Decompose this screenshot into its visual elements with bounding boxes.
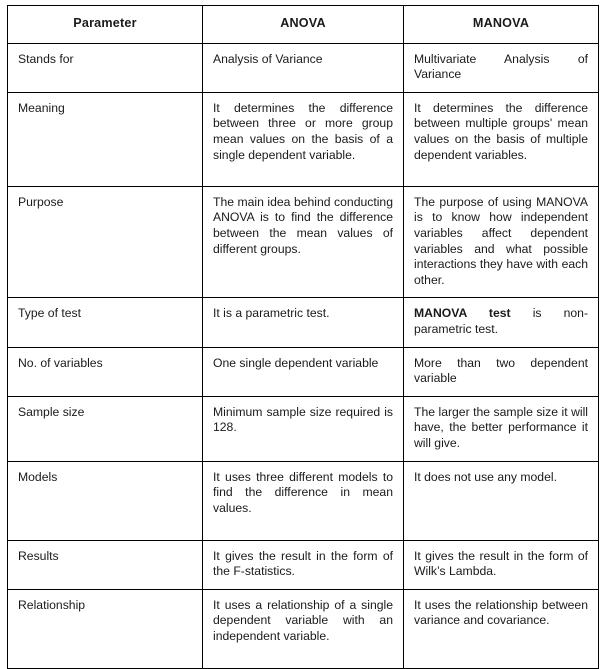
table-row [8,92,599,186]
cell-anova: It determines the difference between three or more group mean values on the basis of a single dependent variable. [203,92,404,186]
cell-parameter: Meaning [8,92,203,186]
table-row [8,347,599,396]
column-header-parameter: Parameter [8,6,203,44]
table-row [8,186,599,298]
cell-anova: It is a parametric test. [203,298,404,347]
cell-parameter: Stands for [8,43,203,92]
cell-manova: It does not use any model. [404,461,599,540]
cell-anova: One single dependent variable [203,347,404,396]
cell-manova: It determines the difference between multiple groups' mean values on the basis of multiple dependent variables. [404,92,599,186]
cell-anova: Analysis of Variance [203,43,404,92]
cell-parameter: Purpose [8,186,203,298]
cell-anova: It gives the result in the form of the F-statistics. [203,540,404,589]
cell-anova: It uses three different models to find the difference in mean values. [203,461,404,540]
anova-manova-comparison-table [7,5,599,669]
table-row [8,43,599,92]
cell-parameter: Results [8,540,203,589]
manova-test-term: MANOVA test [414,306,511,321]
cell-manova: It uses the relationship between variance and covariance. [404,589,599,668]
table-body [8,43,599,668]
cell-parameter: No. of variables [8,347,203,396]
cell-parameter: Relationship [8,589,203,668]
manova-test-rest: is non-parametric test. [414,306,588,336]
table-row [8,461,599,540]
column-header-anova: ANOVA [203,6,404,44]
cell-anova: The main idea behind conducting ANOVA is to find the difference between the mean values of different groups. [203,186,404,298]
table-row [8,589,599,668]
cell-manova: Multivariate Analysis of Variance [404,43,599,92]
cell-parameter: Sample size [8,396,203,461]
cell-parameter: Type of test [8,298,203,347]
table-row [8,298,599,347]
cell-manova: The purpose of using MANOVA is to know how independent variables affect dependent variables and what possible interactions they have with each other. [404,186,599,298]
cell-parameter: Models [8,461,203,540]
cell-anova: It uses a relationship of a single dependent variable with an independent variable. [203,589,404,668]
cell-manova: It gives the result in the form of Wilk’s Lambda. [404,540,599,589]
column-header-manova: MANOVA [404,6,599,44]
cell-anova: Minimum sample size required is 128. [203,396,404,461]
cell-manova: More than two dependent variable [404,347,599,396]
table-header-row [8,6,599,44]
cell-manova: The larger the sample size it will have, the better performance it will give. [404,396,599,461]
table-row [8,396,599,461]
cell-manova [404,298,599,347]
table-row [8,540,599,589]
table-header [8,6,599,44]
